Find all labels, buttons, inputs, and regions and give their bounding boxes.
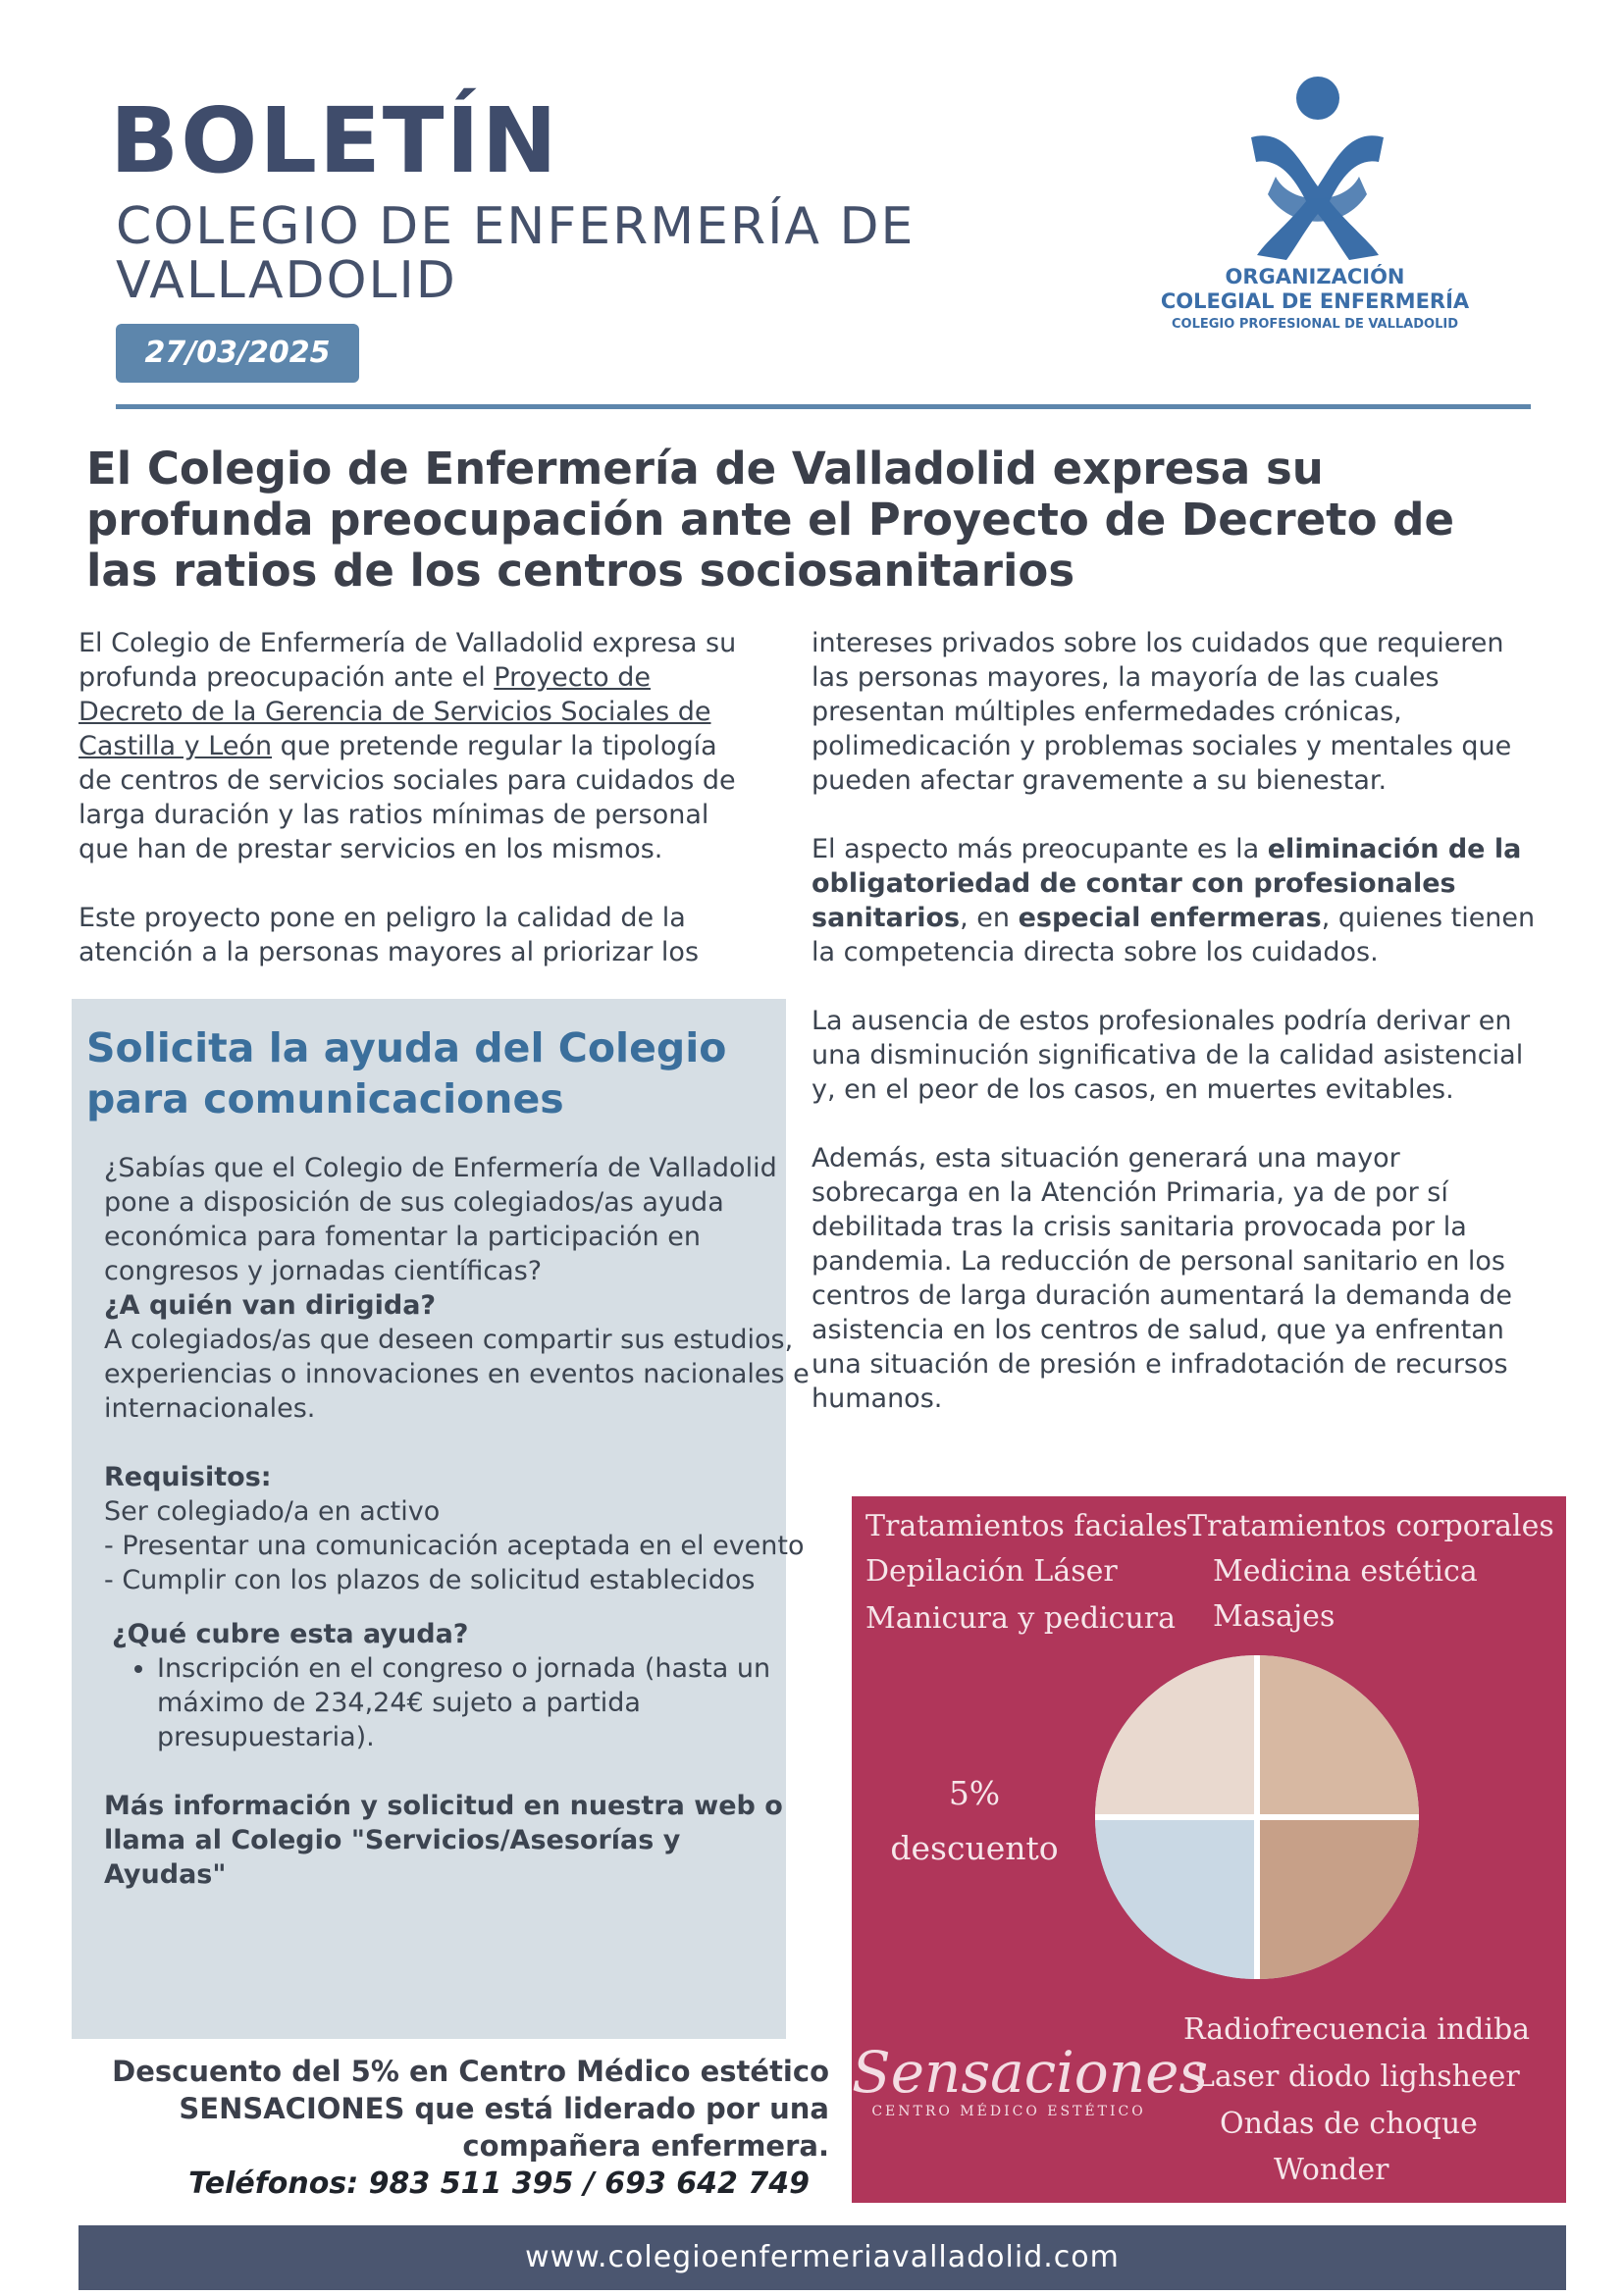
- article-paragraph-5: Además, esta situación generará una mayor sobrecarga en la Atención Primaria, ya de por sí debilitada tras la crisis sanitaria provocada por la pandemia. La reducción de personal sanitario en los centros de larga duración aumentará la demanda de asistencia en los centros de salud, que ya enfrentan una situación de presión e infradotación de recursos humanos.: [812, 1143, 1512, 1414]
- promo-photo: [1257, 1817, 1419, 1979]
- promo-photo: [1095, 1817, 1257, 1979]
- organization-logo: [1138, 69, 1492, 353]
- logo-line1: ORGANIZACIÓN: [1225, 265, 1405, 288]
- promo-discount: [852, 1766, 1097, 1876]
- bulletin-title: BOLETÍN: [110, 88, 559, 193]
- article-column-right: [812, 626, 1547, 1450]
- promo-service: Tratamientos corporales: [1187, 1509, 1554, 1543]
- callout-requirement-3: - Cumplir con los plazos de solicitud establecidos: [104, 1565, 756, 1595]
- callout-more-info: Más información y solicitud en nuestra web o llama al Colegio "Servicios/Asesorías y Ayudas": [104, 1791, 783, 1890]
- article-paragraph-1: El Colegio de Enfermería de Valladolid expresa su profunda preocupación ante el Proyecto de Decreto de la Gerencia de Servicios Sociales de Castilla y León que pretende regular la tipología de centros de servicios sociales para cuidados de larga duración y las ratios mínimas de personal que han de prestar servicios en los mismos.: [79, 628, 737, 864]
- callout-requirements-heading: Requisitos:: [104, 1462, 272, 1492]
- bulletin-subtitle-line2: VALLADOLID: [116, 251, 457, 310]
- promo-phones: Teléfonos: 983 511 395 / 693 642 749: [188, 2166, 810, 2201]
- promo-brand-logo: [852, 2039, 1209, 2119]
- logo-figure-icon: [1231, 69, 1398, 265]
- callout-who-heading: ¿A quién van dirigida?: [104, 1290, 437, 1321]
- promo-banner: [852, 1496, 1566, 2203]
- promo-discount-label: descuento: [890, 1829, 1059, 1867]
- promo-photo-collage: [1095, 1655, 1419, 1979]
- promo-caption: Descuento del 5% en Centro Médico estético SENSACIONES que está liderado por una compañera enfermera.: [112, 2055, 829, 2163]
- article-column-left: [79, 626, 746, 1004]
- callout-coverage-list: [104, 1651, 811, 1754]
- bulletin-subtitle-line1: COLEGIO DE ENFERMERÍA DE: [116, 197, 916, 256]
- callout-body: [104, 1151, 811, 1892]
- callout-coverage-heading: ¿Qué cubre esta ayuda?: [112, 1619, 469, 1649]
- callout-title: Solicita la ayuda del Colegio para comunicaciones: [86, 1024, 727, 1122]
- callout-requirement-1: Ser colegiado/a en activo: [104, 1496, 441, 1527]
- article-paragraph-3: El aspecto más preocupante es la eliminación de la obligatoriedad de contar con profesionales sanitarios, en especial enfermeras, quienes tienen la competencia directa sobre los cuidados.: [812, 834, 1536, 967]
- promo-brand-name: Sensaciones: [852, 2039, 1209, 2106]
- promo-service: Laser diodo lighsheer: [1195, 2060, 1520, 2094]
- article-paragraph-4: La ausencia de estos profesionales podría derivar en una disminución significativa de la calidad asistencial y, en el peor de los casos, en muertes evitables.: [812, 1006, 1524, 1105]
- logo-line2: COLEGIAL DE ENFERMERÍA: [1160, 289, 1470, 313]
- promo-photo: [1095, 1655, 1257, 1817]
- article-paragraph-2-continued: intereses privados sobre los cuidados que requieren las personas mayores, la mayoría de las cuales presentan múltiples enfermedades crónicas, polimedicación y problemas sociales y mentales que pueden afectar gravemente a su bienestar.: [812, 628, 1512, 796]
- article-headline: El Colegio de Enfermería de Valladolid expresa su profunda preocupación ante el Proyecto de Decreto de las ratios de los centros sociosanitarios: [86, 443, 1454, 597]
- promo-service: Manicura y pedicura: [865, 1601, 1176, 1636]
- footer-website[interactable]: www.colegioenfermeriavalladolid.com: [79, 2225, 1566, 2290]
- callout-intro: ¿Sabías que el Colegio de Enfermería de Valladolid pone a disposición de sus colegiados/as ayuda económica para fomentar la participación en congresos y jornadas científicas?: [104, 1153, 777, 1286]
- callout-coverage-item: • Inscripción en el congreso o jornada (hasta un máximo de 234,24€ sujeto a partida presupuestaria).: [157, 1651, 811, 1754]
- promo-service: Masajes: [1213, 1599, 1336, 1634]
- callout-requirement-2: - Presentar una comunicación aceptada en el evento: [104, 1531, 805, 1561]
- promo-discount-value: 5%: [948, 1774, 1001, 1812]
- decree-link[interactable]: Proyecto de Decreto de la Gerencia de Servicios Sociales de Castilla y León: [79, 662, 711, 761]
- promo-service: Ondas de choque: [1220, 2107, 1478, 2141]
- promo-photo: [1257, 1655, 1419, 1817]
- promo-brand-tagline: CENTRO MÉDICO ESTÉTICO: [871, 2104, 1146, 2119]
- promo-service: Medicina estética: [1213, 1554, 1478, 1589]
- header-divider: [116, 404, 1531, 409]
- promo-service: Tratamientos faciales: [865, 1509, 1188, 1543]
- promo-service: Radiofrecuencia indiba: [1183, 2012, 1531, 2047]
- article-paragraph-2-start: Este proyecto pone en peligro la calidad de la atención a la personas mayores al priorizar los: [79, 903, 700, 967]
- callout-who-text: A colegiados/as que deseen compartir sus estudios, experiencias o innovaciones en eventos nacionales e internacionales.: [104, 1325, 810, 1424]
- logo-line3: COLEGIO PROFESIONAL DE VALLADOLID: [1171, 317, 1458, 332]
- promo-service: Depilación Láser: [865, 1554, 1118, 1589]
- date-badge: 27/03/2025: [116, 324, 359, 383]
- promo-service: Wonder: [1274, 2153, 1389, 2187]
